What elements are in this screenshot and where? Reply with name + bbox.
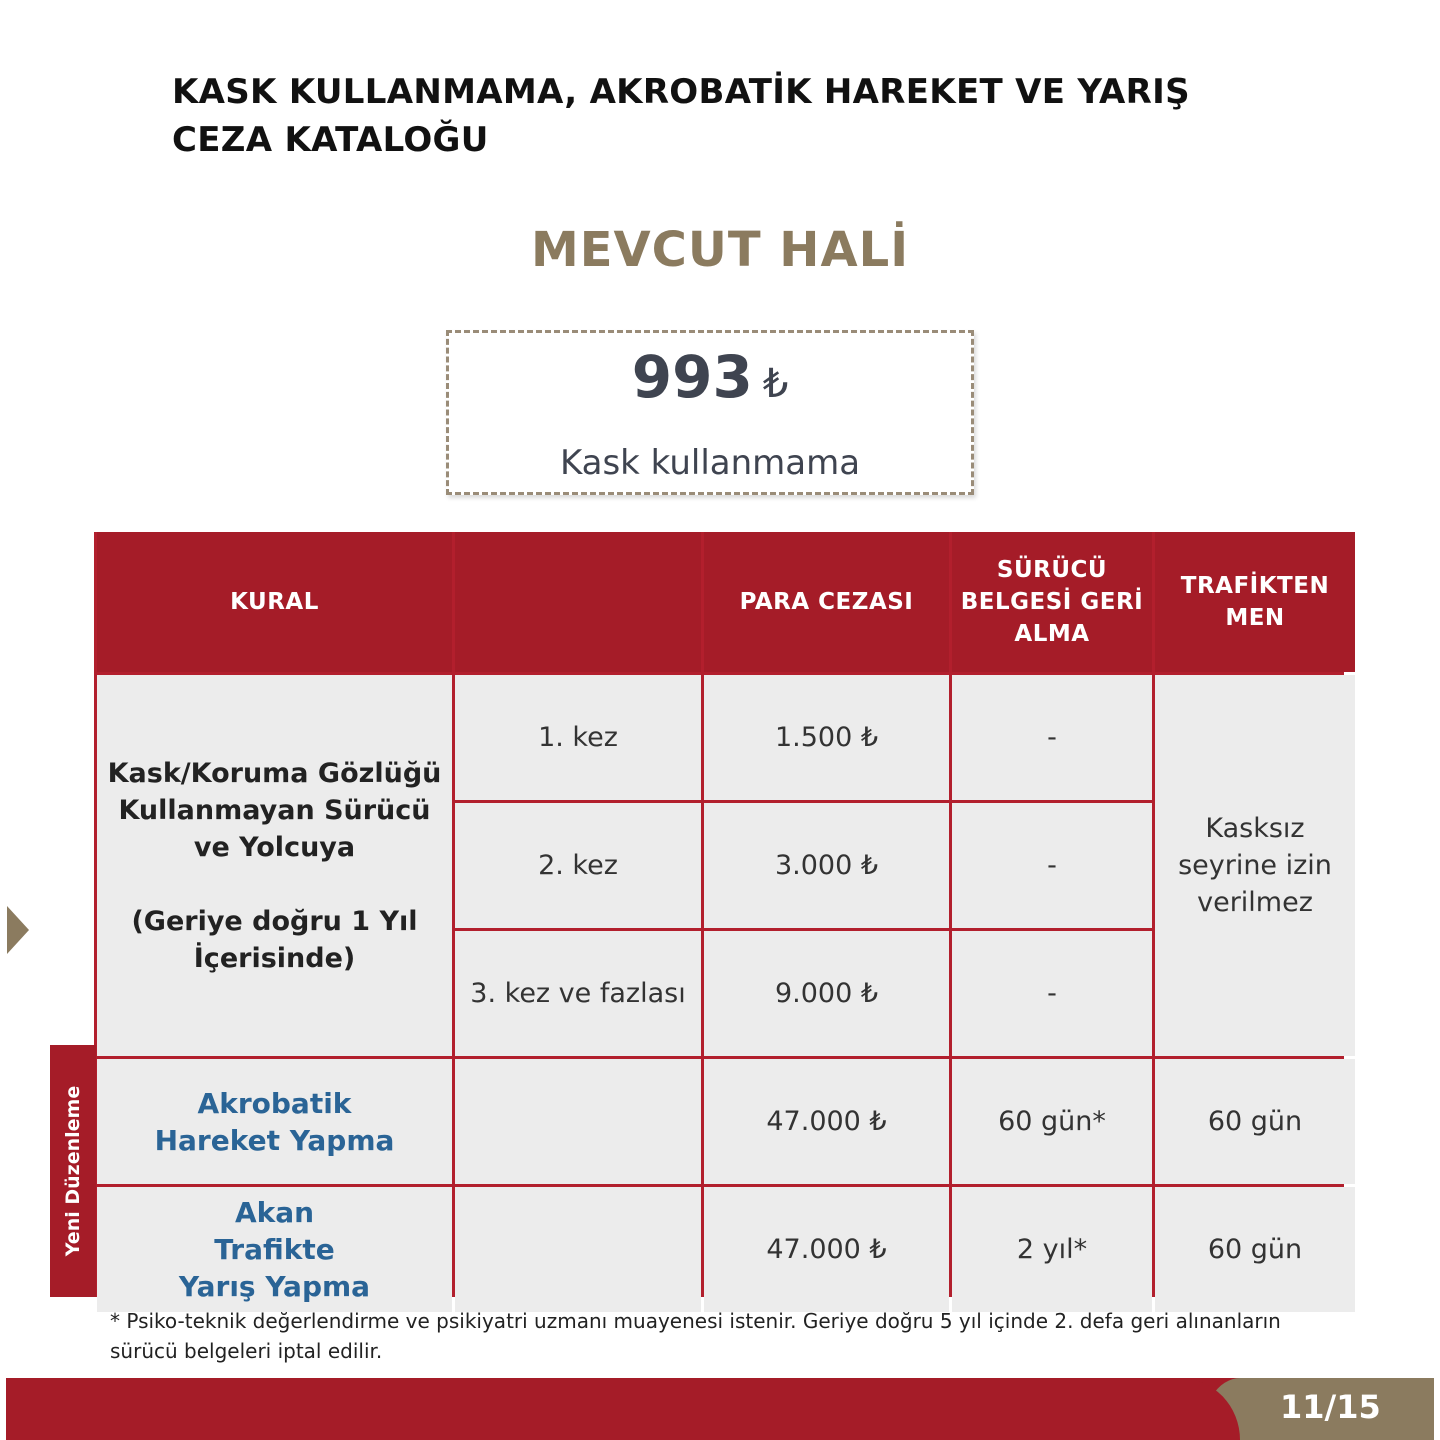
header-fine: PARA CEZASI [704,532,949,672]
helmet-count-1: 1. kez [455,675,701,800]
helmet-count-3: 3. kez ve fazlası [455,931,701,1056]
current-fine-box [446,330,974,495]
page-title-line1: KASK KULLANMAMA, AKROBATİK HAREKET VE YARIŞ [172,72,1190,112]
current-fine-amount [449,343,971,411]
page-title [172,68,1292,164]
racing-fine: 47.000 ₺ [704,1187,949,1312]
current-fine-label: Kask kullanmama [559,443,861,483]
racing-license: 2 yıl* [952,1187,1152,1312]
helmet-license-1: - [952,675,1152,800]
acrobatic-ban: 60 gün [1155,1059,1355,1184]
page-title-line2: CEZA KATALOĞU [172,120,489,160]
helmet-count-2: 2. kez [455,803,701,928]
triangle-arrow-icon[interactable] [7,906,29,954]
helmet-rule-period: (Geriye doğru 1 Yıl İçerisinde) [131,905,418,974]
helmet-license-2: - [952,803,1152,928]
helmet-fine-3: 9.000 ₺ [704,931,949,1056]
racing-rule: Akan Trafikte Yarış Yapma [97,1187,452,1312]
racing-ban: 60 gün [1155,1187,1355,1312]
acrobatic-count [455,1059,701,1184]
section-subtitle: MEVCUT HALİ [530,222,910,278]
footer-bar [6,1378,1306,1440]
acrobatic-rule: Akrobatik Hareket Yapma [97,1059,452,1184]
racing-count [455,1187,701,1312]
helmet-fine-1: 1.500 ₺ [704,675,949,800]
helmet-fine-2: 3.000 ₺ [704,803,949,928]
current-fine-value: 993 [631,343,753,411]
new-regulation-label: Yeni Düzenleme [62,1085,84,1257]
acrobatic-license: 60 gün* [952,1059,1152,1184]
page-number: 11/15 [1280,1388,1381,1426]
lira-icon: ₺ [762,361,789,407]
penalty-table [94,532,1344,1303]
header-blank [455,532,701,672]
helmet-rule-cell [97,675,452,1056]
new-regulation-tag [50,1045,96,1297]
helmet-rule-text: Kask/Koruma Gözlüğü Kullanmayan Sürücü ve Yolcuya [107,757,442,863]
footnote: * Psiko-teknik değerlendirme ve psikiyatri uzmanı muayenesi istenir. Geriye doğru 5 yıl içinde 2. defa geri alınanların sürücü belgeleri iptal edilir. [110,1309,1281,1363]
header-rule: KURAL [97,532,452,672]
header-traffic-ban: TRAFİKTEN MEN [1155,532,1355,672]
acrobatic-fine: 47.000 ₺ [704,1059,949,1184]
helmet-license-3: - [952,931,1152,1056]
header-license: SÜRÜCÜ BELGESİ GERİ ALMA [952,532,1152,672]
helmet-ban-cell: Kasksız seyrine izin verilmez [1155,675,1355,1056]
